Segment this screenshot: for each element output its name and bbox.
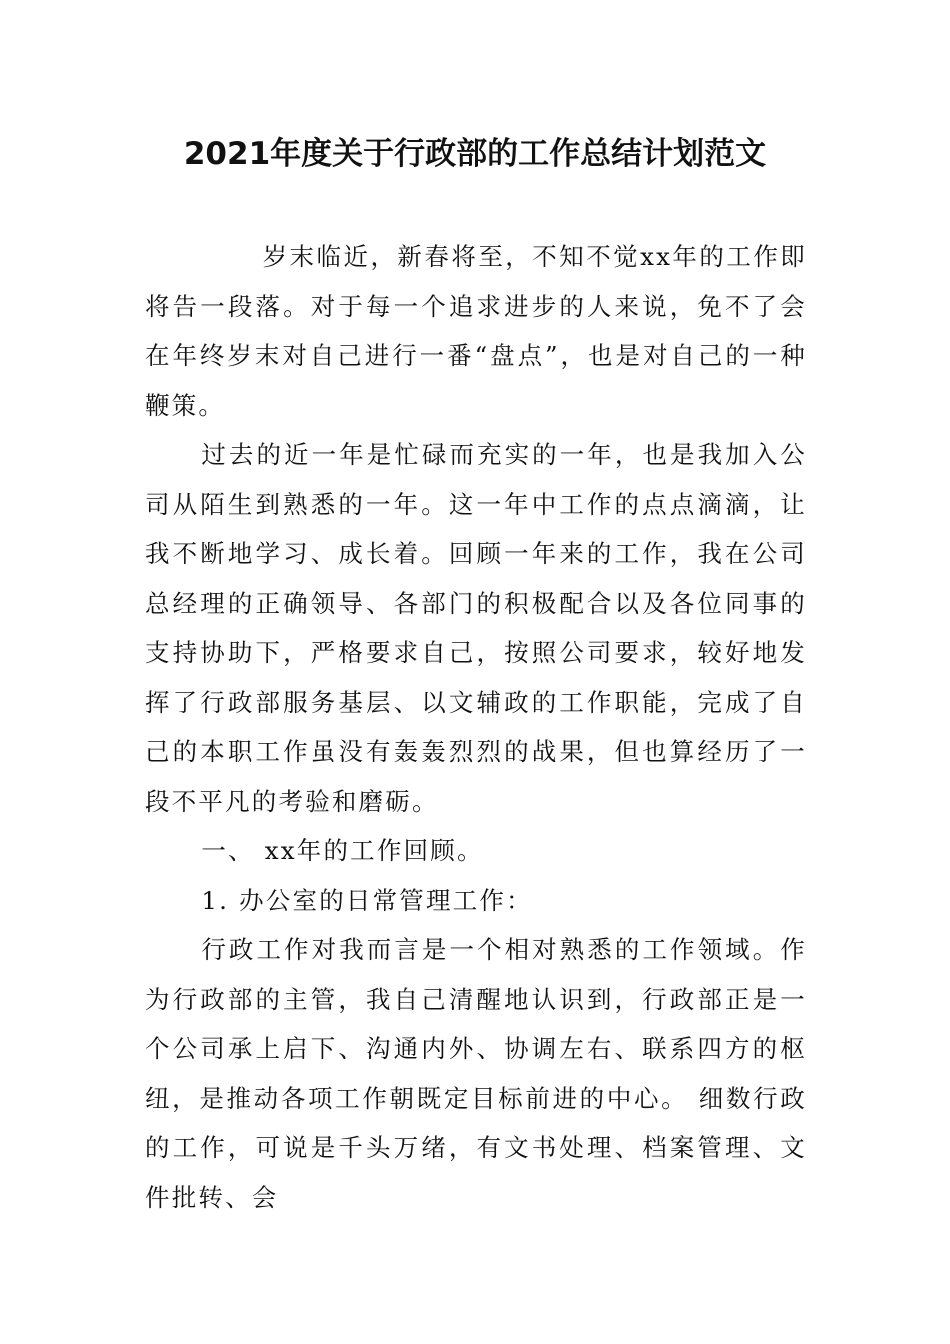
paragraph-overview: 过去的近一年是忙碌而充实的一年，也是我加入公司从陌生到熟悉的一年。这一年中工作的点点滴滴，让我不断地学习、成长着。回顾一年来的工作，我在公司总经理的正确领导、各部门的积极配合以及各位同事的支持协助下，严格要求自己，按照公司要求，较好地发挥了行政部服务基层、以文辅政的工作职能，完成了自己的本职工作虽没有轰轰烈烈的战果，但也算经历了一段不平凡的考验和磨砺。 [145,440,807,816]
paragraph-admin-work: 行政工作对我而言是一个相对熟悉的工作领域。作为行政部的主管，我自己清醒地认识到，行政部正是一个公司承上启下、沟通内外、协调左右、联系四方的枢纽，是推动各项工作朝既定目标前进的中心。 细数行政的工作，可说是千头万绪，有文书处理、档案管理、文件批转、会 [145,935,807,1212]
section-heading-review: 一、 xx年的工作回顾。 [201,836,484,865]
document-title: 2021年度关于行政部的工作总结计划范文 [183,136,767,172]
paragraph-intro: 岁末临近，新春将至，不知不觉xx年的工作即将告一段落。对于每一个追求进步的人来说，免不了会在年终岁末对自己进行一番“盘点”，也是对自己的一种鞭策。 [145,242,807,420]
document-body [145,232,807,1222]
subsection-heading-office: 1. 办公室的日常管理工作： [201,885,533,915]
